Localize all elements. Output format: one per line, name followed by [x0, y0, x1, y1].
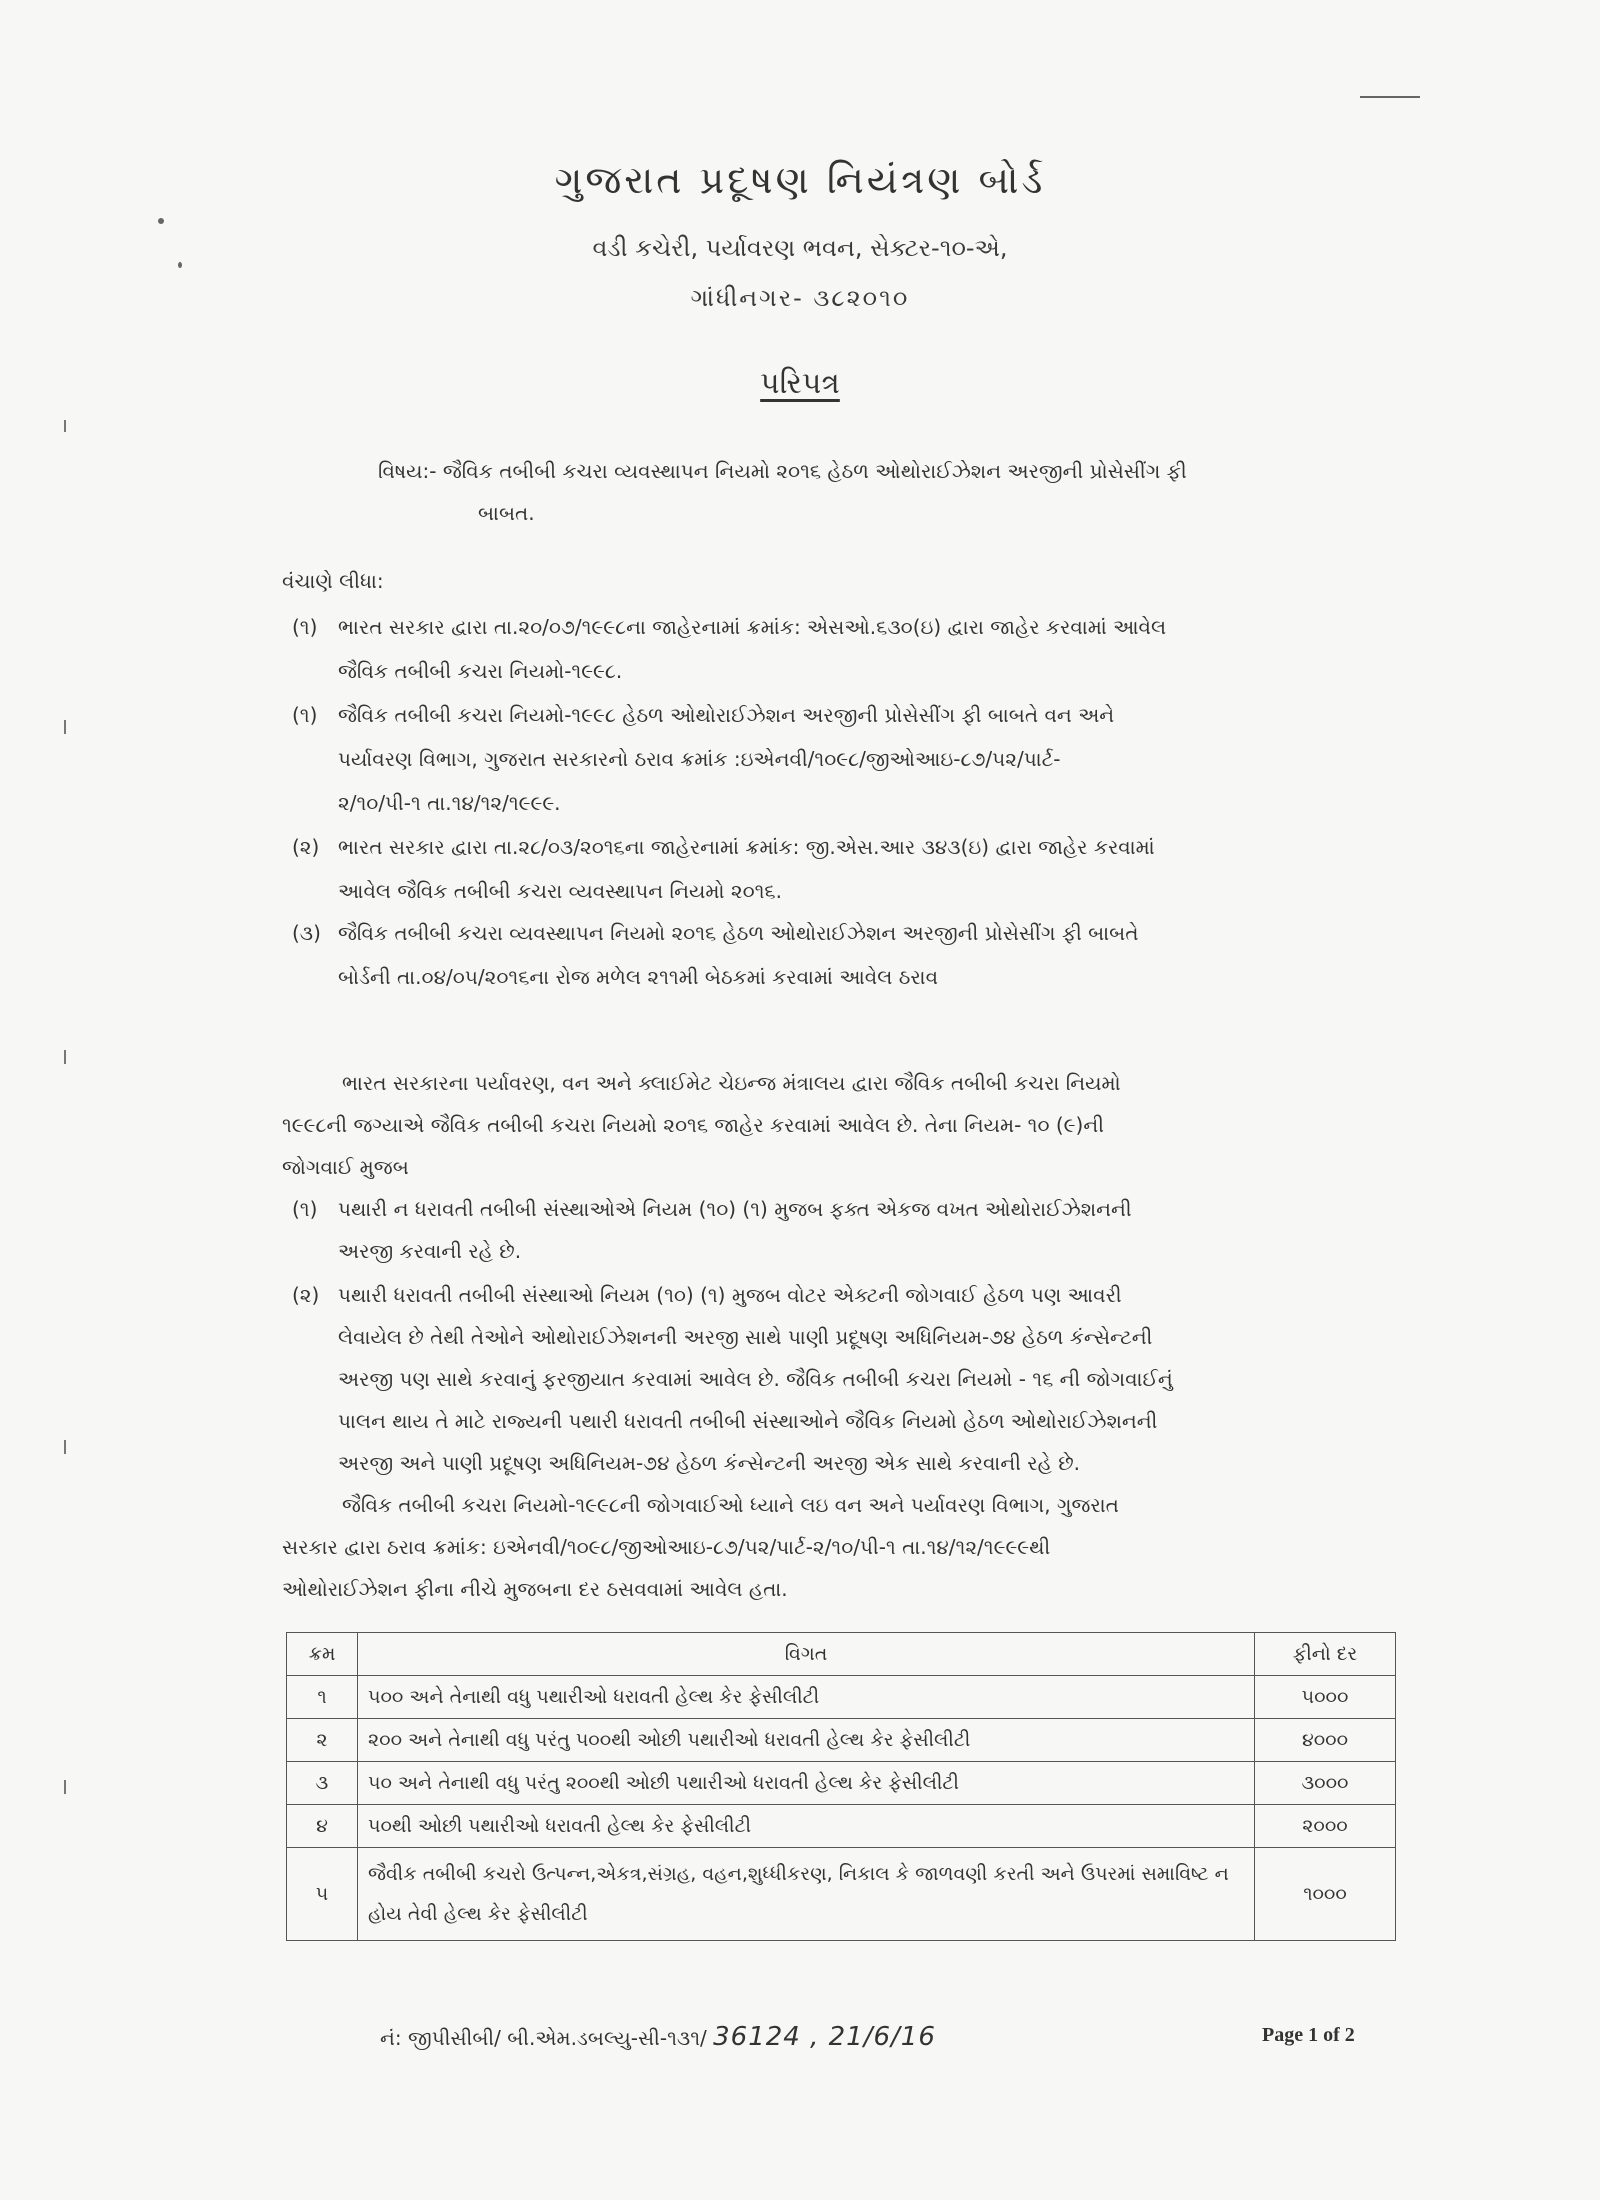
reference-text: ભારત સરકાર દ્વારા તા.૨૦/૦૭/૧૯૯૮ના જાહેરનામાં ક્રમાંક: એસઓ.૬૩૦(ઇ) દ્વારા જાહેર કરવામાં આવેલ: [338, 615, 1167, 639]
read-heading: વંચાણે લીધા:: [282, 569, 384, 593]
paragraph-line: જોગવાઈ મુજબ: [282, 1155, 409, 1179]
table-row: [287, 1762, 1396, 1805]
table-row: [287, 1805, 1396, 1848]
body-list-item: [292, 1188, 1402, 1272]
list-number: (૧): [292, 1197, 318, 1221]
reference-number-text: નં: જીપીસીબી/ બી.એમ.ડબલ્યુ-સી-૧૩૧/: [380, 2026, 707, 2050]
detail-cell: ૫૦૦ અને તેનાથી વધુ પથારીઓ ધરાવતી હેલ્થ કેર ફેસીલીટી: [358, 1676, 1255, 1719]
serial-cell: ૪: [287, 1805, 358, 1848]
scan-speck: [178, 262, 182, 268]
list-text: લેવાયેલ છે તેથી તેઓને ઓથોરાઈઝેશનની અરજી સાથે પાણી પ્રદૂષણ અધિનિયમ-૭૪ હેઠળ કંન્સેન્ટની: [338, 1325, 1153, 1349]
circular-heading: [0, 366, 1600, 401]
reference-number: (૧): [292, 703, 318, 727]
list-text: અરજી અને પાણી પ્રદૂષણ અધિનિયમ-૭૪ હેઠળ કંન્સેન્ટની અરજી એક સાથે કરવાની રહે છે.: [338, 1451, 1081, 1475]
list-text: અરજી કરવાની રહે છે.: [338, 1239, 522, 1263]
table-header-row: [287, 1633, 1396, 1676]
body-list-item: [292, 1274, 1402, 1484]
paragraph-line: ઓથોરાઈઝેશન ફીના નીચે મુજબના દર ઠસવવામાં આવેલ હતા.: [282, 1577, 788, 1601]
reference-item: [292, 612, 1402, 686]
reference-item: [292, 832, 1402, 906]
scan-mark: [64, 1780, 66, 1794]
serial-cell: ૩: [287, 1762, 358, 1805]
page-number: Page 1 of 2: [1262, 2024, 1355, 2046]
table-row: [287, 1719, 1396, 1762]
reference-number: (૨): [292, 835, 320, 859]
subject-line-2: બાબત.: [478, 501, 535, 525]
body-paragraph-2: [282, 1484, 1402, 1610]
fee-cell: ૨૦૦૦: [1255, 1805, 1396, 1848]
list-text: પાલન થાય તે માટે રાજ્યની પથારી ધરાવતી તબીબી સંસ્થાઓને જૈવિક નિયમો હેઠળ ઓથોરાઈઝેશનની: [338, 1409, 1158, 1433]
fee-cell: ૪૦૦૦: [1255, 1719, 1396, 1762]
paragraph-line: જૈવિક તબીબી કચરા નિયમો-૧૯૯૮ની જોગવાઈઓ ધ્યાને લઇ વન અને પર્યાવરણ વિભાગ, ગુજરાત: [342, 1493, 1119, 1517]
scan-mark: [64, 1440, 66, 1454]
serial-cell: ૨: [287, 1719, 358, 1762]
detail-cell: ૫૦થી ઓછી પથારીઓ ધરાવતી હેલ્થ કેર ફેસીલીટી: [358, 1805, 1255, 1848]
reference-number: (૧): [292, 615, 318, 639]
scan-mark: [64, 420, 66, 432]
address-line-1: વડી કચેરી, પર્યાવરણ ભવન, સેક્ટર-૧૦-એ,: [592, 234, 1008, 262]
list-number: (૨): [292, 1283, 320, 1307]
reference-text: આવેલ જૈવિક તબીબી કચરા વ્યવસ્થાપન નિયમો ૨૦૧૬.: [338, 879, 782, 903]
paragraph-line: સરકાર દ્વારા ઠરાવ ક્રમાંક: ઇએનવી/૧૦૯૮/જીઓઆઇ-૮૭/૫૨/પાર્ટ-૨/૧૦/પી-૧ તા.૧૪/૧૨/૧૯૯૯થી: [282, 1535, 1051, 1559]
reference-text: પર્યાવરણ વિભાગ, ગુજરાત સરકારનો ઠરાવ ક્રમાંક :ઇએનવી/૧૦૯૮/જીઓઆઇ-૮૭/૫૨/પાર્ટ-: [338, 747, 1061, 771]
detail-cell: જૈવીક તબીબી કચરો ઉત્પન્ન,એકત્ર,સંગ્રહ, વહન,શુધ્ધીકરણ, નિકાલ કે જાળવણી કરતી અને ઉપરમાં સમાવિષ્ટ ન હોય તેવી હેલ્થ કેર ફેસીલીટી: [358, 1848, 1255, 1941]
paragraph-line: ૧૯૯૮ની જગ્યાએ જૈવિક તબીબી કચરા નિયમો ૨૦૧૬ જાહેર કરવામાં આવેલ છે. તેના નિયમ- ૧૦ (૯)ની: [282, 1113, 1104, 1137]
reference-text: જૈવિક તબીબી કચરા વ્યવસ્થાપન નિયમો ૨૦૧૬ હેઠળ ઓથોરાઈઝેશન અરજીની પ્રોસેસીંગ ફી બાબતે: [338, 921, 1139, 945]
reference-text: જૈવિક તબીબી કચરા નિયમો-૧૯૯૮.: [338, 659, 623, 683]
handwritten-number: 36124 , 21/6/16: [713, 2022, 936, 2052]
list-text: અરજી પણ સાથે કરવાનું ફરજીયાત કરવામાં આવેલ છે. જૈવિક તબીબી કચરા નિયમો - ૧૬ ની જોગવાઈનું: [338, 1367, 1173, 1391]
address-line-2: ગાંધીનગર- ૩૮૨૦૧૦: [690, 284, 910, 312]
scan-speck: [158, 218, 164, 224]
reference-text: જૈવિક તબીબી કચરા નિયમો-૧૯૯૮ હેઠળ ઓથોરાઈઝેશન અરજીની પ્રોસેસીંગ ફી બાબતે વન અને: [338, 703, 1115, 727]
scan-mark: [64, 1050, 66, 1064]
column-header-fee: ફીનો દર: [1255, 1633, 1396, 1676]
body-paragraph-1: [282, 1062, 1402, 1188]
reference-number: (૩): [292, 921, 321, 945]
serial-cell: ૫: [287, 1848, 358, 1941]
scan-speck: [1360, 96, 1420, 98]
table-row: [287, 1848, 1396, 1941]
list-text: પથારી ધરાવતી તબીબી સંસ્થાઓ નિયમ (૧૦) (૧) મુજબ વોટર એક્ટની જોગવાઈ હેઠળ પણ આવરી: [338, 1283, 1122, 1307]
scan-mark: [64, 720, 66, 734]
detail-cell: ૨૦૦ અને તેનાથી વધુ પરંતુ ૫૦૦થી ઓછી પથારીઓ ધરાવતી હેલ્થ કેર ફેસીલીટી: [358, 1719, 1255, 1762]
table-row: [287, 1676, 1396, 1719]
reference-text: ૨/૧૦/પી-૧ તા.૧૪/૧૨/૧૯૯૯.: [338, 791, 561, 815]
column-header-serial: ક્રમ: [287, 1633, 358, 1676]
fee-cell: ૩૦૦૦: [1255, 1762, 1396, 1805]
reference-item: [292, 918, 1402, 992]
subject-line-1: વિષય:- જૈવિક તબીબી કચરા વ્યવસ્થાપન નિયમો ૨૦૧૬ હેઠળ ઓથોરાઈઝેશન અરજીની પ્રોસેસીંગ ફી: [378, 459, 1187, 483]
paragraph-line: ભારત સરકારના પર્યાવરણ, વન અને ક્લાઈમેટ ચેઇન્જ મંત્રાલય દ્વારા જૈવિક તબીબી કચરા નિયમો: [342, 1071, 1121, 1095]
fee-cell: ૫૦૦૦: [1255, 1676, 1396, 1719]
reference-item: [292, 700, 1402, 818]
circular-title: પરિપત્ર: [760, 366, 840, 401]
reference-text: ભારત સરકાર દ્વારા તા.૨૮/૦૩/૨૦૧૬ના જાહેરનામાં ક્રમાંક: જી.એસ.આર ૩૪૩(ઇ) દ્વારા જાહેર કરવામાં: [338, 835, 1155, 859]
fee-cell: ૧૦૦૦: [1255, 1848, 1396, 1941]
footer-reference: [380, 2022, 936, 2053]
list-text: પથારી ન ધરાવતી તબીબી સંસ્થાઓએ નિયમ (૧૦) (૧) મુજબ ફક્ત એકજ વખત ઓથોરાઈઝેશનની: [338, 1197, 1132, 1221]
fee-table: [286, 1632, 1396, 1941]
reference-text: બોર્ડની તા.૦૪/૦૫/૨૦૧૬ના રોજ મળેલ ૨૧૧મી બેઠકમાં કરવામાં આવેલ ઠરાવ: [338, 965, 939, 989]
column-header-detail: વિગત: [358, 1633, 1255, 1676]
detail-cell: ૫૦ અને તેનાથી વધુ પરંતુ ૨૦૦થી ઓછી પથારીઓ ધરાવતી હેલ્થ કેર ફેસીલીટી: [358, 1762, 1255, 1805]
board-title: ગુજરાત પ્રદૂષણ નિયંત્રણ બોર્ડ: [554, 158, 1046, 202]
serial-cell: ૧: [287, 1676, 358, 1719]
